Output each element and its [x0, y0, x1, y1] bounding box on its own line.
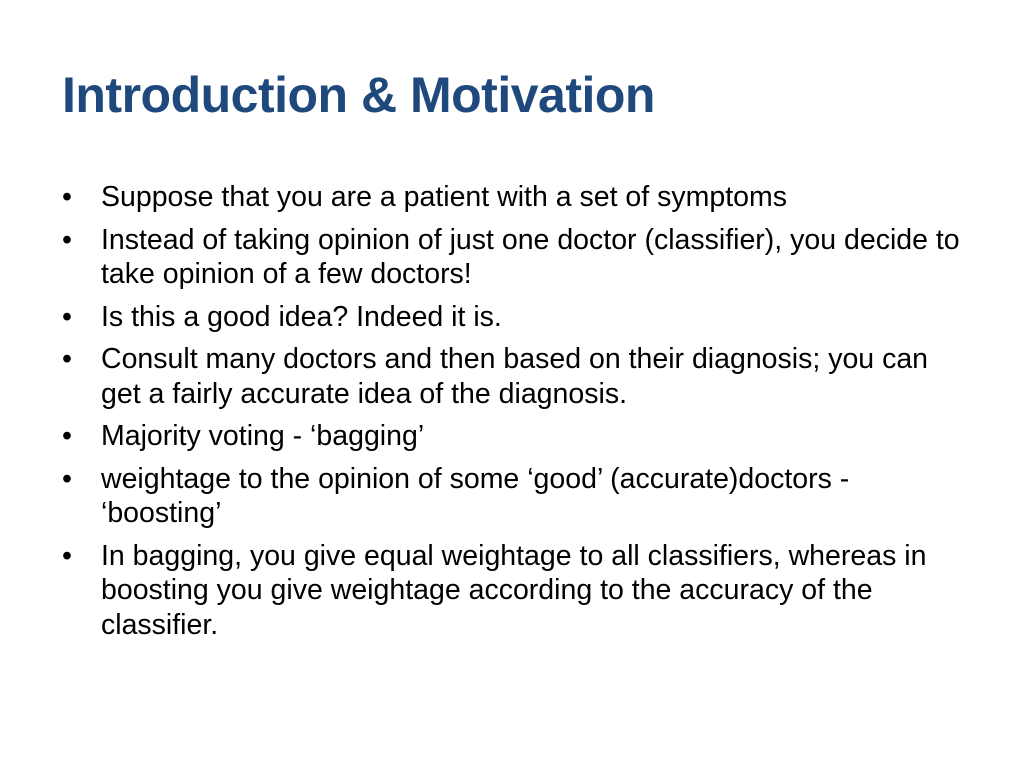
bullet-item	[57, 223, 967, 292]
slide-title: Introduction & Motivation	[62, 67, 655, 123]
bullet-text: weightage to the opinion of some ‘good’ (accurate)doctors - ‘boosting’	[101, 462, 850, 529]
bullet-item	[57, 462, 967, 531]
bullet-item	[57, 180, 967, 215]
bullet-text: In bagging, you give equal weightage to all classifiers, whereas in boosting you give weightage according to the accuracy of the classifier.	[101, 539, 927, 641]
bullet-text: Suppose that you are a patient with a set of symptoms	[101, 181, 787, 213]
bullet-text: Is this a good idea? Indeed it is.	[101, 300, 502, 333]
bullet-marker: •	[62, 223, 72, 256]
bullet-marker: •	[62, 539, 72, 572]
bullet-marker: •	[62, 462, 72, 495]
bullet-list	[57, 180, 967, 650]
bullet-item	[57, 539, 967, 643]
bullet-marker: •	[62, 300, 72, 333]
bullet-item	[57, 342, 967, 411]
bullet-item	[57, 300, 967, 335]
bullet-marker: •	[62, 181, 72, 213]
bullet-marker: •	[62, 343, 72, 375]
bullet-marker: •	[62, 420, 72, 452]
bullet-text: Instead of taking opinion of just one doctor (classifier), you decide to take opinion of a few doctors!	[101, 223, 960, 290]
bullet-item	[57, 419, 967, 454]
bullet-text: Majority voting - ‘bagging’	[101, 420, 425, 452]
bullet-text: Consult many doctors and then based on their diagnosis; you can get a fairly accurate idea of the diagnosis.	[101, 343, 929, 410]
